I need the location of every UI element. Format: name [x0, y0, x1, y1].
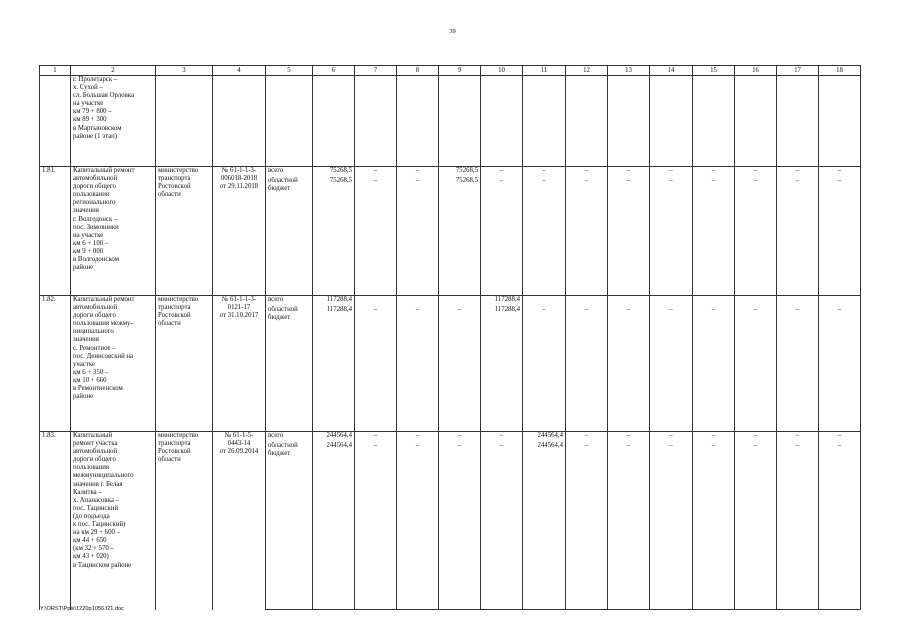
budget-value-col-17: –: [777, 177, 819, 296]
column-header-8: 8: [397, 66, 439, 76]
total-value-col-18: –: [819, 432, 861, 443]
total-value-col-6: 117288,4: [313, 296, 355, 307]
budget-value-col-10: –: [481, 177, 523, 296]
total-value-col-18: [819, 296, 861, 307]
budget-value-col-14: –: [650, 442, 693, 610]
column-header-4: 4: [213, 66, 266, 76]
row-number: 1.83.: [40, 432, 71, 610]
budget-value-col-7: –: [355, 306, 397, 432]
total-value-col-7: –: [355, 167, 397, 178]
budget-value-col-11: –: [523, 177, 566, 296]
table-row: [40, 432, 861, 443]
column-header-6: 6: [313, 66, 355, 76]
total-value-col-12: –: [566, 167, 608, 178]
budget-value-col-18: –: [819, 177, 861, 296]
budget-value-col-8: –: [397, 177, 439, 296]
table-row: [40, 296, 861, 307]
total-value-col-13: [608, 296, 650, 307]
budget-value-col-14: –: [650, 306, 693, 432]
total-value-col-17: –: [777, 167, 819, 178]
budget-value-col-8: –: [397, 306, 439, 432]
total-value-col-11: –: [523, 167, 566, 178]
column-header-3: 3: [156, 66, 213, 76]
total-value-col-13: –: [608, 432, 650, 443]
page-number: 39: [449, 28, 456, 35]
column-header-15: 15: [693, 66, 735, 76]
budget-value-col-6: 244564,4: [313, 442, 355, 610]
source-budget-label: областной бюджет: [266, 177, 313, 296]
budget-value-col-18: –: [819, 442, 861, 610]
total-value-col-10: –: [481, 432, 523, 443]
total-value-col-6: 244564,4: [313, 432, 355, 443]
expertise-document: № 61-1-1-3- 006018-2018 от 29.11.2018: [213, 167, 266, 296]
budget-value-col-17: –: [777, 306, 819, 432]
column-header-18: 18: [819, 66, 861, 76]
total-value-col-15: –: [693, 167, 735, 178]
total-value-col-15: –: [693, 432, 735, 443]
expertise-document: № 61-1-1-3- 0121-17 от 31.10.2017: [213, 296, 266, 432]
budget-value-col-9: 75268,5: [439, 177, 481, 296]
budget-value-col-15: –: [693, 306, 735, 432]
file-path-footer: Y:\ORST\Ppsi\1220p1056.f21.doc: [40, 606, 124, 612]
total-value-col-8: –: [397, 432, 439, 443]
column-header-10: 10: [481, 66, 523, 76]
total-value-col-14: –: [650, 167, 693, 178]
source-budget-label: областной бюджет: [266, 306, 313, 432]
budget-value-col-15: –: [693, 177, 735, 296]
total-value-col-8: [397, 296, 439, 307]
source-total-label: всего: [266, 432, 313, 443]
total-value-col-17: [777, 296, 819, 307]
column-header-12: 12: [566, 66, 608, 76]
budget-value-col-12: –: [566, 306, 608, 432]
total-value-col-17: –: [777, 432, 819, 443]
customer-org: министерство транспорта Ростовской области: [156, 167, 213, 296]
budget-value-col-18: –: [819, 306, 861, 432]
total-value-col-16: –: [735, 167, 777, 178]
total-value-col-8: –: [397, 167, 439, 178]
budget-value-col-13: –: [608, 442, 650, 610]
budget-value-col-17: –: [777, 442, 819, 610]
total-value-col-6: 75268,5: [313, 167, 355, 178]
total-value-col-9: 75268,5: [439, 167, 481, 178]
budget-value-col-13: –: [608, 177, 650, 296]
budget-value-col-12: –: [566, 177, 608, 296]
budget-value-col-11: 244564,4: [523, 442, 566, 610]
expertise-document: № 61-1-5- 0443-14 от 26.09.2014: [213, 432, 266, 610]
total-value-col-15: [693, 296, 735, 307]
total-value-col-16: [735, 296, 777, 307]
column-header-13: 13: [608, 66, 650, 76]
total-value-col-12: –: [566, 432, 608, 443]
column-header-14: 14: [650, 66, 693, 76]
budget-value-col-6: 75268,5: [313, 177, 355, 296]
total-value-col-10: –: [481, 167, 523, 178]
budget-value-col-10: 117288,4: [481, 306, 523, 432]
object-name: Капитальный ремонт автомобильной дороги общего пользования межму- ниципального значения с. Ремонтное – пос. Денисовский на участке км 6 + 350 – км 10 + 660 в Ремонтненском районе: [71, 296, 156, 432]
column-header-17: 17: [777, 66, 819, 76]
total-value-col-18: –: [819, 167, 861, 178]
column-header-9: 9: [439, 66, 481, 76]
program-table: [39, 65, 861, 610]
column-number-row: [40, 66, 861, 76]
total-value-col-11: [523, 296, 566, 307]
total-value-col-7: –: [355, 432, 397, 443]
total-value-col-14: [650, 296, 693, 307]
budget-value-col-6: 117288,4: [313, 306, 355, 432]
source-budget-label: областной бюджет: [266, 442, 313, 610]
budget-value-col-9: –: [439, 442, 481, 610]
budget-value-col-9: –: [439, 306, 481, 432]
continuation-name: г. Пролетарск – х. Сухой – сл. Большая Орловка на участке км 79 + 800 – км 89 + 300 в Мартыновском районе (1 этап): [71, 76, 156, 167]
column-header-16: 16: [735, 66, 777, 76]
row-number: 1.81.: [40, 167, 71, 296]
budget-value-col-12: –: [566, 442, 608, 610]
column-header-2: 2: [71, 66, 156, 76]
budget-value-col-8: –: [397, 442, 439, 610]
source-total-label: всего: [266, 296, 313, 307]
budget-value-col-16: –: [735, 306, 777, 432]
budget-value-col-16: –: [735, 177, 777, 296]
budget-value-col-14: –: [650, 177, 693, 296]
total-value-col-7: [355, 296, 397, 307]
table-row: [40, 167, 861, 178]
column-header-1: 1: [40, 66, 71, 76]
customer-org: министерство транспорта Ростовской области: [156, 432, 213, 610]
total-value-col-9: –: [439, 432, 481, 443]
total-value-col-12: [566, 296, 608, 307]
source-total-label: всего: [266, 167, 313, 178]
total-value-col-11: 244564,4: [523, 432, 566, 443]
total-value-col-9: [439, 296, 481, 307]
column-header-11: 11: [523, 66, 566, 76]
continuation-row: [40, 76, 861, 167]
total-value-col-14: –: [650, 432, 693, 443]
object-name: Капитальный ремонт автомобильной дороги общего пользования регионального значения г. Волгодонск – пос. Зимовники на участке км 6 + 100 – км 9 + 000 в Волгодонском районе: [71, 167, 156, 296]
customer-org: министерство транспорта Ростовской области: [156, 296, 213, 432]
budget-value-col-7: –: [355, 177, 397, 296]
row-number: 1.82.: [40, 296, 71, 432]
column-header-7: 7: [355, 66, 397, 76]
budget-value-col-7: –: [355, 442, 397, 610]
total-value-col-10: 117288,4: [481, 296, 523, 307]
total-value-col-13: –: [608, 167, 650, 178]
budget-value-col-15: –: [693, 442, 735, 610]
column-header-5: 5: [266, 66, 313, 76]
budget-value-col-13: –: [608, 306, 650, 432]
total-value-col-16: –: [735, 432, 777, 443]
budget-value-col-11: –: [523, 306, 566, 432]
budget-value-col-10: –: [481, 442, 523, 610]
object-name: Капитальный ремонт участка автомобильной дороги общего пользования межмуниципального значения г. Белая Калитва – х. Апанасовка – пос. Тацинский (до подъезда к пос. Тацинский) на км 29 + 600 – км 44 + 650 (км 32 + 570 – км 43 + 020) в Тацинском районе: [71, 432, 156, 610]
budget-value-col-16: –: [735, 442, 777, 610]
